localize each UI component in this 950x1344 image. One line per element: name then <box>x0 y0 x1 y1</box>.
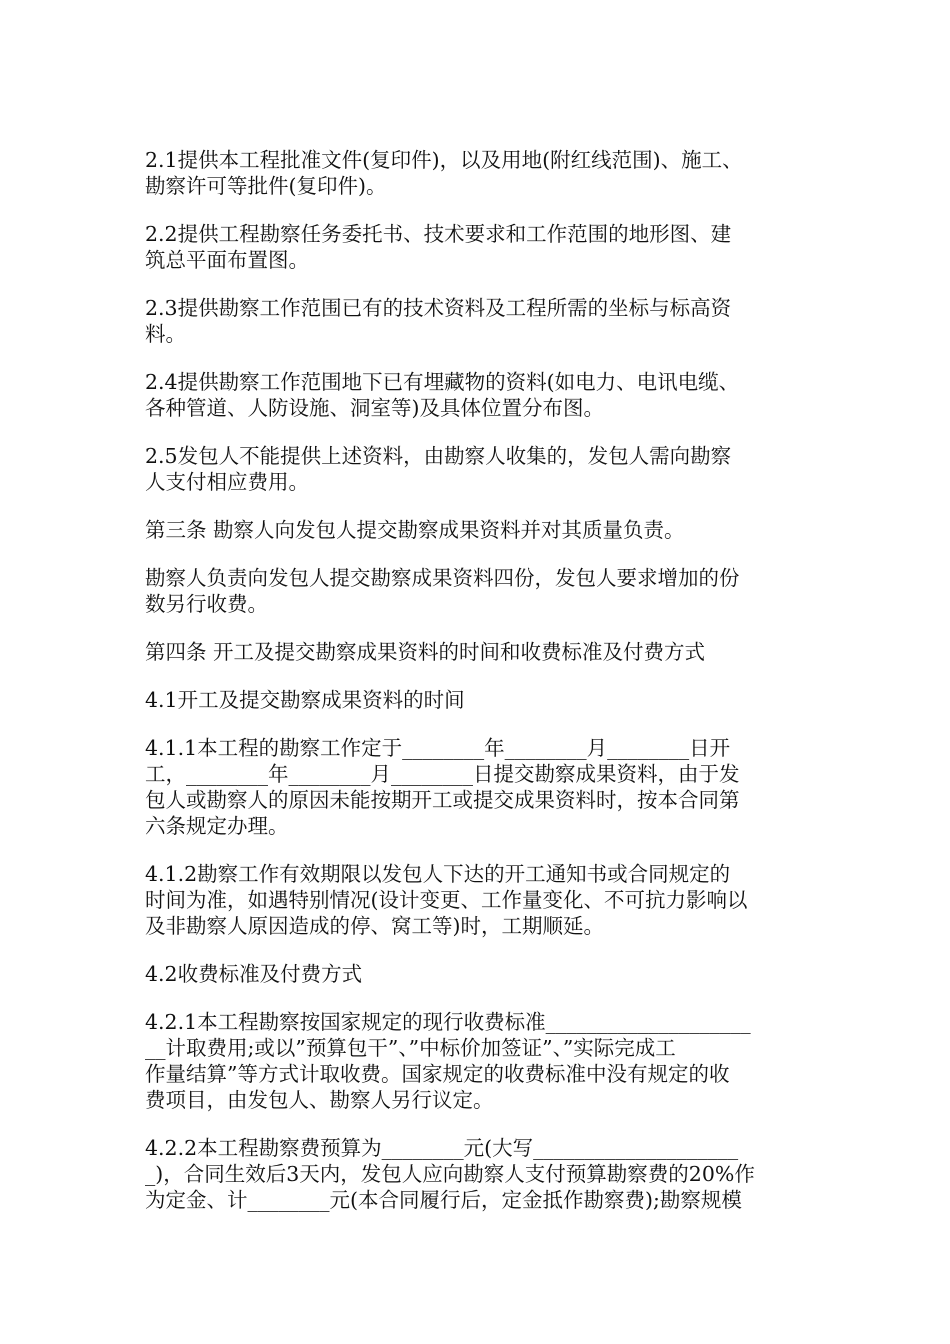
text-line: 筑总平面布置图。 <box>145 248 309 272</box>
text-line: 4.2.1本工程勘察按国家规定的现行收费标准____________________ <box>145 1010 751 1034</box>
text-line: 作量结算”等方式计取收费。国家规定的收费标准中没有规定的收 <box>145 1062 730 1086</box>
text-line: 4.1.2勘察工作有效期限以发包人下达的开工通知书或合同规定的 <box>145 862 731 886</box>
clause-2-4 <box>145 369 825 421</box>
section-4-2-heading <box>145 961 825 987</box>
text-line: 4.2.2本工程勘察费预算为________元(大写____________________ <box>145 1136 739 1160</box>
text-line: 及非勘察人原因造成的停、窝工等)时，工期顺延。 <box>145 914 604 938</box>
text-line: 4.1.1本工程的勘察工作定于________年________月________日开 <box>145 736 731 760</box>
text-line: 数另行收费。 <box>145 592 268 616</box>
article-4-heading <box>145 639 825 665</box>
text-line: 2.3提供勘察工作范围已有的技术资料及工程所需的坐标与标高资 <box>145 296 732 320</box>
text-line: 料。 <box>145 322 186 346</box>
clause-2-5 <box>145 443 825 495</box>
clause-2-3 <box>145 295 825 347</box>
text-line: 为定金、计________元(本合同履行后，定金抵作勘察费);勘察规模 <box>145 1188 742 1212</box>
text-line: 2.2提供工程勘察任务委托书、技术要求和工作范围的地形图、建 <box>145 222 732 246</box>
document-body <box>145 147 825 1235</box>
text-line: 各种管道、人防设施、洞室等)及具体位置分布图。 <box>145 396 604 420</box>
text-line: 六条规定办理。 <box>145 814 289 838</box>
clause-2-2 <box>145 221 825 273</box>
text-line: 勘察许可等批件(复印件)。 <box>145 174 387 198</box>
text-line: __计取费用;或以”预算包干”、”中标价加签证”、”实际完成工 <box>145 1036 676 1060</box>
text-line: 费项目，由发包人、勘察人另行议定。 <box>145 1088 494 1112</box>
section-4-1-heading <box>145 687 825 713</box>
text-line: 人支付相应费用。 <box>145 470 309 494</box>
clause-4-2-2 <box>145 1135 825 1213</box>
clause-4-1-2 <box>145 861 825 939</box>
clause-4-1-1 <box>145 735 825 839</box>
article-3-heading <box>145 517 825 543</box>
text-line: _)，合同生效后3天内，发包人应向勘察人支付预算勘察费的20%作 <box>145 1162 755 1186</box>
text-line: 勘察人负责向发包人提交勘察成果资料四份，发包人要求增加的份 <box>145 566 740 590</box>
text-line: 第三条 勘察人向发包人提交勘察成果资料并对其质量负责。 <box>145 518 685 542</box>
text-line: 时间为准，如遇特别情况(设计变更、工作量变化、不可抗力影响以 <box>145 888 748 912</box>
text-line: 第四条 开工及提交勘察成果资料的时间和收费标准及付费方式 <box>145 640 706 664</box>
text-line: 2.4提供勘察工作范围地下已有埋藏物的资料(如电力、电讯电缆、 <box>145 370 740 394</box>
text-line: 工，________年________月________日提交勘察成果资料，由于发 <box>145 762 740 786</box>
article-3-body <box>145 565 825 617</box>
text-line: 包人或勘察人的原因未能按期开工或提交成果资料时，按本合同第 <box>145 788 740 812</box>
text-line: 4.1开工及提交勘察成果资料的时间 <box>145 688 465 712</box>
clause-2-1 <box>145 147 825 199</box>
text-line: 2.5发包人不能提供上述资料，由勘察人收集的，发包人需向勘察 <box>145 444 732 468</box>
text-line: 2.1提供本工程批准文件(复印件)，以及用地(附红线范围)、施工、 <box>145 148 743 172</box>
clause-4-2-1 <box>145 1009 825 1113</box>
text-line: 4.2收费标准及付费方式 <box>145 962 363 986</box>
